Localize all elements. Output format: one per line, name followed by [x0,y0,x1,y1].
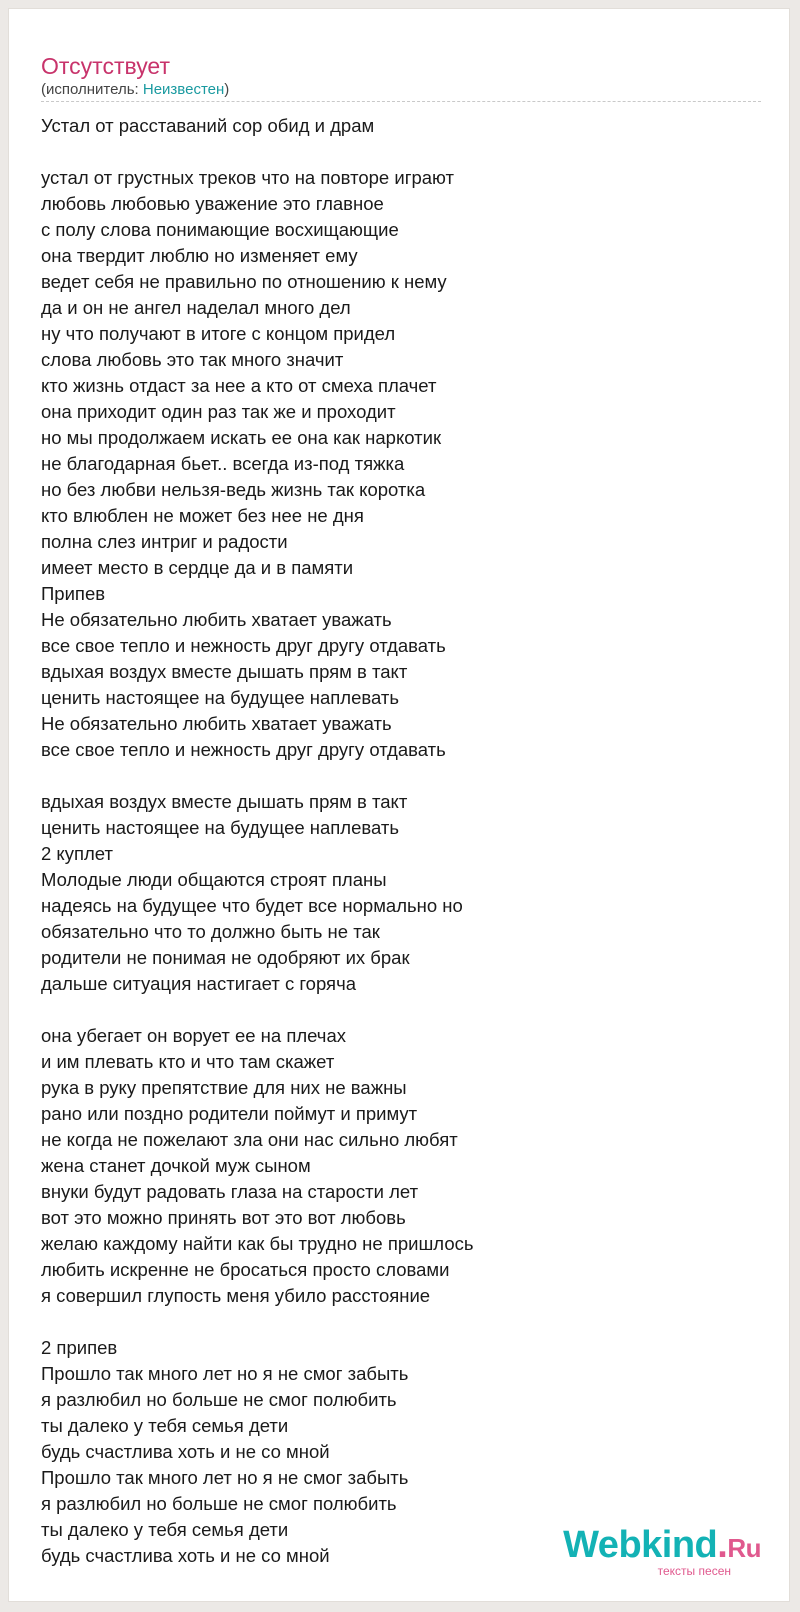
lyric-line: внуки будут радовать глаза на старости лет [41,1181,419,1202]
logo-wordmark [563,1526,761,1567]
lyrics-card [9,9,789,1601]
artist-prefix: (исполнитель: [41,81,143,98]
lyric-line: слова любовь это так много значит [41,349,344,370]
logo-tld: Ru [727,1533,761,1563]
lyrics-body [41,113,761,1569]
lyric-line: Не обязательно любить хватает уважать [41,609,392,630]
lyric-line: любить искренне не бросаться просто словами [41,1259,450,1280]
lyric-line [41,763,761,789]
logo-main-text: Webkind [563,1524,718,1566]
lyric-line: но без любви нельзя-ведь жизнь так коротка [41,479,426,500]
lyric-line: 2 куплет [41,843,113,864]
lyric-line: рано или поздно родители поймут и примут [41,1103,418,1124]
lyric-line: ну что получают в итоге с концом придел [41,323,396,344]
lyric-line: родители не понимая не одобряют их брак [41,947,410,968]
lyric-line: я разлюбил но больше не смог полюбить [41,1493,397,1514]
lyric-line: ты далеко у тебя семья дети [41,1415,289,1436]
lyric-line: вдыхая воздух вместе дышать прям в такт [41,791,408,812]
lyric-line: кто жизнь отдаст за нее а кто от смеха плачет [41,375,437,396]
artist-link[interactable]: Неизвестен [142,81,225,98]
lyric-line: 2 припев [41,1337,118,1358]
lyric-line: я разлюбил но больше не смог полюбить [41,1389,397,1410]
lyric-line: я совершил глупость меня убило расстояние [41,1285,431,1306]
lyric-line: Молодые люди общаются строят планы [41,869,387,890]
lyric-line: Прошло так много лет но я не смог забыть [41,1467,409,1488]
song-title: Отсутствует [41,53,170,79]
lyric-line: ведет себя не правильно по отношению к нему [41,271,447,292]
lyric-line: да и он не ангел наделал много дел [41,297,351,318]
lyric-line: Припев [41,583,106,604]
lyric-line: имеет место в сердце да и в памяти [41,557,354,578]
lyric-line: надеясь на будущее что будет все нормально но [41,895,463,916]
lyric-line [41,139,761,165]
site-logo[interactable] [563,1526,761,1577]
lyric-line: Прошло так много лет но я не смог забыть [41,1363,409,1384]
lyric-line: будь счастлива хоть и не со мной [41,1441,330,1462]
lyric-line: обязательно что то должно быть не так [41,921,380,942]
lyric-line: не благодарная бьет.. всегда из-под тяжка [41,453,405,474]
artist-line [41,81,229,99]
lyric-line: с полу слова понимающие восхищающие [41,219,399,240]
lyric-line: дальше ситуация настигает с горяча [41,973,356,994]
lyric-line: и им плевать кто и что там скажет [41,1051,335,1072]
lyric-line: устал от грустных треков что на повторе играют [41,167,454,188]
lyric-line: она твердит люблю но изменяет ему [41,245,358,266]
lyric-line: ты далеко у тебя семья дети [41,1519,289,1540]
lyric-line: она убегает он ворует ее на плечах [41,1025,346,1046]
lyric-line: все свое тепло и нежность друг другу отдавать [41,739,446,760]
logo-dot: . [717,1524,728,1566]
lyric-line [41,997,761,1023]
lyric-line: ценить настоящее на будущее наплевать [41,817,400,838]
lyric-line: но мы продолжаем искать ее она как наркотик [41,427,442,448]
lyric-line: кто влюблен не может без нее не дня [41,505,364,526]
lyric-line: она приходит один раз так же и проходит [41,401,396,422]
lyric-line: будь счастлива хоть и не со мной [41,1545,330,1566]
artist-suffix: ) [224,81,230,98]
lyric-line: полна слез интриг и радости [41,531,288,552]
lyric-line: не когда не пожелают зла они нас сильно любят [41,1129,458,1150]
lyric-line [41,1309,761,1335]
lyric-line: все свое тепло и нежность друг другу отдавать [41,635,446,656]
lyric-line: ценить настоящее на будущее наплевать [41,687,400,708]
lyric-line: Не обязательно любить хватает уважать [41,713,392,734]
lyric-line: Устал от расставаний сор обид и драм [41,115,375,136]
lyric-line: рука в руку препятствие для них не важны [41,1077,407,1098]
lyric-line: жена станет дочкой муж сыном [41,1155,311,1176]
lyric-line: вот это можно принять вот это вот любовь [41,1207,406,1228]
lyric-line: любовь любовью уважение это главное [41,193,384,214]
lyric-line: желаю каждому найти как бы трудно не пришлось [41,1233,474,1254]
logo-tagline: тексты песен [657,1564,731,1578]
divider [41,101,761,102]
lyric-line: вдыхая воздух вместе дышать прям в такт [41,661,408,682]
